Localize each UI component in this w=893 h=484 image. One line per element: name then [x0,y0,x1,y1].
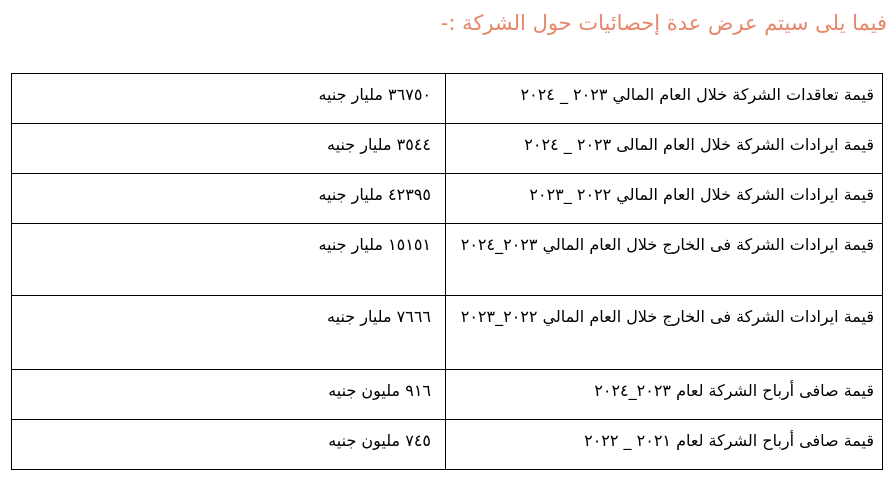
table-row [12,124,883,174]
row-value: ٣٥٤٤ مليار جنيه [12,124,446,174]
row-value: ٧٦٦٦ مليار جنيه [12,296,446,370]
table-row [12,224,883,296]
table-row [12,420,883,470]
row-label: قيمة صافى أرباح الشركة لعام ٢٠٢٣_٢٠٢٤ [446,370,883,420]
row-value: ٧٤٥ مليون جنيه [12,420,446,470]
table-row [12,174,883,224]
row-value: ٣٦٧٥٠ مليار جنيه [12,74,446,124]
row-value: ٩١٦ مليون جنيه [12,370,446,420]
row-label: قيمة ايرادات الشركة فى الخارج خلال العام المالي ٢٠٢٣_٢٠٢٤ [446,224,883,296]
row-value: ١٥١٥١ مليار جنيه [12,224,446,296]
table-row [12,296,883,370]
row-label: قيمة ايرادات الشركة خلال العام المالى ٢٠٢٣ _ ٢٠٢٤ [446,124,883,174]
row-label: قيمة ايرادات الشركة فى الخارج خلال العام المالي ٢٠٢٢_٢٠٢٣ [446,296,883,370]
row-label: قيمة تعاقدات الشركة خلال العام المالي ٢٠٢٣ _ ٢٠٢٤ [446,74,883,124]
page-heading: فيما يلى سيتم عرض عدة إحصائيات حول الشركة :- [440,11,887,35]
statistics-table [11,73,883,470]
table-row [12,370,883,420]
row-label: قيمة صافى أرباح الشركة لعام ٢٠٢١ _ ٢٠٢٢ [446,420,883,470]
table-row [12,74,883,124]
row-label: قيمة ايرادات الشركة خلال العام المالي ٢٠٢٢ _٢٠٢٣ [446,174,883,224]
row-value: ٤٢٣٩٥ مليار جنيه [12,174,446,224]
